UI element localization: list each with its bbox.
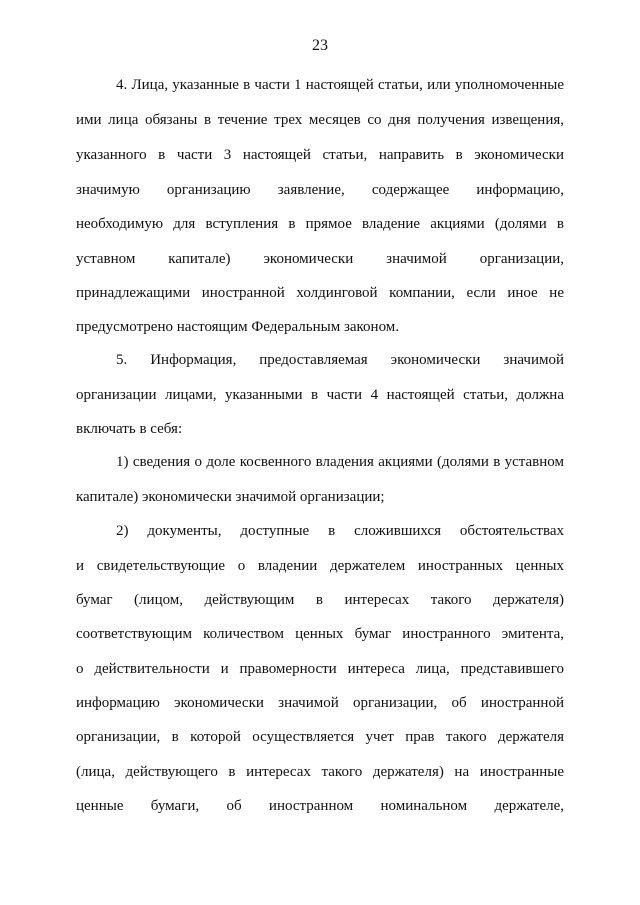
text-line: бумаг (лицом, действующим в интересах такого держателя) (76, 592, 564, 608)
text-line: необходимую для вступления в прямое владение акциями (долями в (76, 216, 564, 232)
text-line: соответствующим количеством ценных бумаг иностранного эмитента, (76, 626, 564, 642)
text-line: 5. Информация, предоставляемая экономически значимой (116, 352, 564, 368)
text-line: капитале) экономически значимой организации; (76, 489, 385, 505)
text-line: (лица, действующего в интересах такого держателя) на иностранные (76, 764, 564, 780)
text-line: уставном капитале) экономически значимой организации, (76, 251, 564, 267)
text-line: и свидетельствующие о владении держателем иностранных ценных (76, 558, 564, 574)
page-number: 23 (312, 37, 328, 54)
text-line: ценные бумаги, об иностранном номинальном держателе, (76, 798, 564, 814)
text-line: организации, в которой осуществляется учет прав такого держателя (76, 729, 564, 745)
text-line: о действительности и правомерности интереса лица, представившего (76, 661, 564, 677)
text-line: включать в себя: (76, 421, 183, 437)
text-line: организации лицами, указанными в части 4 настоящей статьи, должна (76, 387, 564, 403)
text-line: ими лица обязаны в течение трех месяцев со дня получения извещения, (76, 112, 564, 128)
text-line: информацию экономически значимой организации, об иностранной (76, 695, 564, 711)
text-line: предусмотрено настоящим Федеральным законом. (76, 319, 400, 335)
text-line: 4. Лица, указанные в части 1 настоящей статьи, или уполномоченные (116, 77, 564, 93)
text-line: 2) документы, доступные в сложившихся обстоятельствах (116, 523, 564, 539)
text-line: 1) сведения о доле косвенного владения акциями (долями в уставном (116, 454, 564, 470)
text-line: принадлежащими иностранной холдинговой компании, если иное не (76, 285, 564, 301)
text-line: указанного в части 3 настоящей статьи, направить в экономически (76, 147, 564, 163)
text-line: значимую организацию заявление, содержащее информацию, (76, 182, 564, 198)
